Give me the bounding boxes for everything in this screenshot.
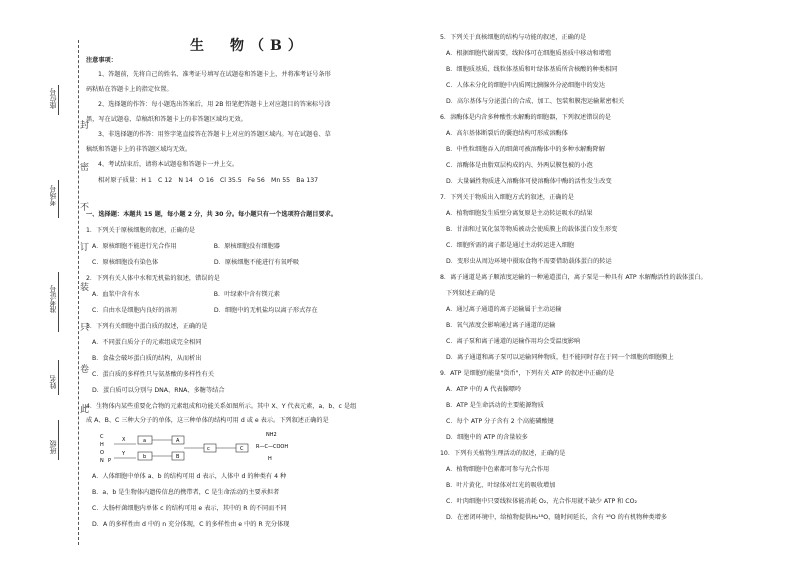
option-line: C．人体未分化的细胞中内质网比胰腺外分泌细胞中的发达 (446, 82, 606, 89)
seal-char: 不 (80, 203, 90, 213)
option-line: A．植物细胞中色素都可参与光合作用 (446, 466, 550, 473)
option-line: B．ATP 是生命活动的主要能源物质 (446, 402, 544, 409)
question-line: 7．下列关于物质出入细胞方式的叙述，正确的是 (440, 194, 574, 201)
option-line: C．每个 ATP 分子含有 2 个高能磷酸键 (446, 418, 554, 425)
name-label: 姓名 (49, 375, 57, 389)
note-line: 1、答题前，先将自己的姓名、准考证号填写在试题卷和答题卡上，并将准考证号条形 (98, 71, 331, 78)
fig-label: R—C—COOH (256, 444, 289, 450)
option-line: D．变形虫从周边环境中摄取食物不需要借助载体蛋白的转运 (446, 258, 612, 265)
question-line: 4．生物体内某些重要化合物的元素组成和功能关系如图所示。其中 X、Y 代表元素，a、b、c 是组 (86, 403, 357, 410)
option-line: D．蛋白质可以分别与 DNA、RNA、多糖等结合 (92, 387, 225, 394)
note-line: 3、非选择题的作答：用签字笔直接答在答题卡上对应的答题区域内。写在试题卷、草 (98, 131, 331, 138)
seal-char: 封 (80, 121, 90, 131)
question-line: 6．溶酶体是内含多种酸性水解酶的细胞器，下列叙述错误的是 (440, 114, 611, 121)
option-line: D．大量碱性物质进入溶酶体可使溶酶体中酶的活性发生改变 (446, 178, 612, 185)
seal-char: 密 (80, 163, 90, 173)
question-line: 5．下列关于真核细胞的结构与功能的叙述，正确的是 (440, 34, 587, 41)
option-line: D．高尔基体与分泌蛋白的合成、加工、包装和膜泡运输紧密相关 (446, 98, 625, 105)
seat-number-label: 座位号 (49, 88, 57, 109)
option-line: A．植物细胞发生质壁分离复原是主动转运吸水的结果 (446, 210, 593, 217)
option-line: D．细胞中的 ATP 的含量较多 (446, 434, 528, 441)
note-line: 黑，写在试题卷、草稿纸和答题卡上的非答题区域均无效。 (86, 116, 247, 123)
exam-room-label: 考场号 (49, 185, 57, 206)
fig-label: a (143, 438, 147, 444)
option-line: B．食盐会破坏蛋白质的结构，从而析出 (92, 355, 202, 362)
question-line: 9．ATP 是细胞的能量"货币"，下列有关 ATP 的叙述中正确的是 (440, 370, 615, 377)
option-line: A．根据细胞代谢需要，线粒体可在细胞质基质中移动和增殖 (446, 50, 612, 57)
option-line: B．细胞质基质、线粒体基质和叶绿体基质所含核酸的种类相同 (446, 66, 618, 73)
fig-label: N (100, 458, 104, 464)
fig-label: H (100, 442, 104, 448)
note-line: 码粘贴在答题卡上的指定位置。 (86, 86, 173, 93)
fig-label: X (122, 437, 126, 443)
seal-char: 卷 (80, 365, 90, 375)
note-line: 4、考试结束后，请将本试题卷和答题卡一并上交。 (98, 161, 239, 168)
ticket-line (58, 272, 59, 332)
question-line: 8．离子通道是离子顺浓度运输的一种通道蛋白，离子泵是一种具有 ATP 水解酶活性的载体蛋白。 (440, 274, 707, 281)
option-line: B．甘油和过氧化氢等物质被动会使质膜上的载体蛋白发生形变 (446, 226, 618, 233)
fig-label: b (143, 454, 147, 460)
option-line: A．不同蛋白质分子的元素组成完全相同 (92, 339, 202, 346)
compound-diagram (96, 428, 336, 468)
fig-label: H (268, 456, 272, 462)
name-line (58, 360, 59, 395)
fig-label: B (176, 454, 180, 460)
fig-label: C (100, 434, 104, 440)
option-line: C．自由水是细胞内良好的溶剂 D．细胞中的无机盐均以离子形式存在 (92, 307, 318, 314)
option-line: D．离子通道和离子泵可以运输同种物质，但不能同时存在于同一个细胞的细胞膜上 (446, 354, 674, 361)
option-line: D．A 的多样性由 d 中的 n 充分体现，C 的多样性由 e 中的 R 充分体现 (92, 521, 290, 528)
question-line: 下列叙述正确的是 (446, 290, 496, 297)
option-line: A．原核细胞不能进行光合作用 B．原核细胞没有细胞器 (92, 243, 280, 250)
question-line: 2．下列有关人体中水和无机盐的叙述，错误的是 (86, 275, 220, 282)
option-line: B．氧气浓度会影响通过离子通道的运输 (446, 322, 556, 329)
question-line: 10．下列有关植物生理活动的叙述，正确的是 (440, 450, 566, 457)
notes-heading: 注意事项： (86, 57, 117, 64)
room-line (58, 180, 59, 218)
seal-char: 此 (80, 405, 90, 415)
question-line: 成 A、B、C 三种大分子的单体，这三种单体的结构可用 d 或 e 表示。下列叙述正确的是 (86, 417, 329, 424)
fig-label: A (176, 438, 180, 444)
seal-char: 只 (80, 323, 90, 333)
option-line: C．细胞所需的离子都是通过主动转运进入细胞 (446, 242, 575, 249)
fig-label: P (108, 458, 112, 464)
fig-label: c (207, 446, 210, 452)
option-line: A．通过离子通道的离子运输属于主动运输 (446, 306, 562, 313)
option-line: C．溶酶体是由脂双层构成的内、外两层膜包被的小泡 (446, 162, 593, 169)
seal-char: 订 (80, 243, 90, 253)
option-line: C．大肠杆菌细胞内单体 c 的结构可用 e 表示，其中的 R 的不同而不同 (92, 505, 287, 512)
note-line: 2、选择题的作答：每小题选出答案后，用 2B 铅笔把答题卡上对应题目的答案标号涂 (98, 101, 331, 108)
page-title: 生 物（B） (190, 38, 308, 54)
fig-label: NH2 (266, 432, 277, 438)
option-line: B．a、b 是生物体内遗传信息的携带者，C 是生命活动的主要承担者 (92, 489, 280, 496)
class-label: 班级 (49, 440, 57, 454)
option-line: C．原核细胞没有染色体 D．原核细胞不能进行有氧呼吸 (92, 259, 300, 266)
fig-label: Y (122, 451, 126, 457)
option-line: B．中性粒细胞吞入的细菌可被溶酶体中的多种水解酶降解 (446, 146, 605, 153)
option-line: A．血浆中含有水 B．叶绿素中含有镁元素 (92, 291, 280, 298)
option-line: A．高尔基体断裂后的囊泡结构可形成溶酶体 (446, 130, 568, 137)
option-line: D．在密闭环境中，给植物提供H₂¹⁸O，随时间延长，含有 ¹⁸O 的有机物种类增多 (446, 514, 668, 521)
seat-line (58, 85, 59, 115)
option-line: A．人体细胞中单体 a、b 的结构可用 d 表示，人体中 d 的种类有 4 种 (92, 473, 287, 480)
question-line: 3．下列有关细胞中蛋白质的叙述，正确的是 (86, 323, 208, 330)
binding-dashed-line (78, 40, 79, 545)
fig-label: O (100, 450, 104, 456)
note-line: 稿纸和答题卡上的非答题区域均无效。 (86, 146, 192, 153)
ticket-number-label: 准考证号 (49, 285, 57, 313)
option-line: C．离子泵和离子通道的运输作用均会受温度影响 (446, 338, 581, 345)
option-line: C．蛋白质的多样性只与氨基酸的多样性有关 (92, 371, 214, 378)
class-line (58, 420, 59, 460)
option-line: A．ATP 中的 A 代表腺嘌呤 (446, 386, 522, 393)
seal-char: 装 (80, 283, 90, 293)
option-line: C．叶肉细胞中只要线粒体能消耗 O₂，光合作用就不缺少 ATP 和 CO₂ (446, 498, 637, 505)
question-line: 1．下列关于原核细胞的叙述，正确的是 (86, 227, 196, 234)
section-heading: 一、选择题：本题共 15 题，每小题 2 分，共 30 分。每小题只有一个选项符合题目要求。 (86, 211, 338, 218)
option-line: B．叶片黄化，叶绿体对红光的吸收增加 (446, 482, 556, 489)
atomic-masses: 相对原子质量：H 1 C 12 N 14 O 16 Cl 35.5 Fe 56 Mn 55 Ba 137 (98, 177, 319, 184)
fig-label: C (240, 446, 244, 452)
